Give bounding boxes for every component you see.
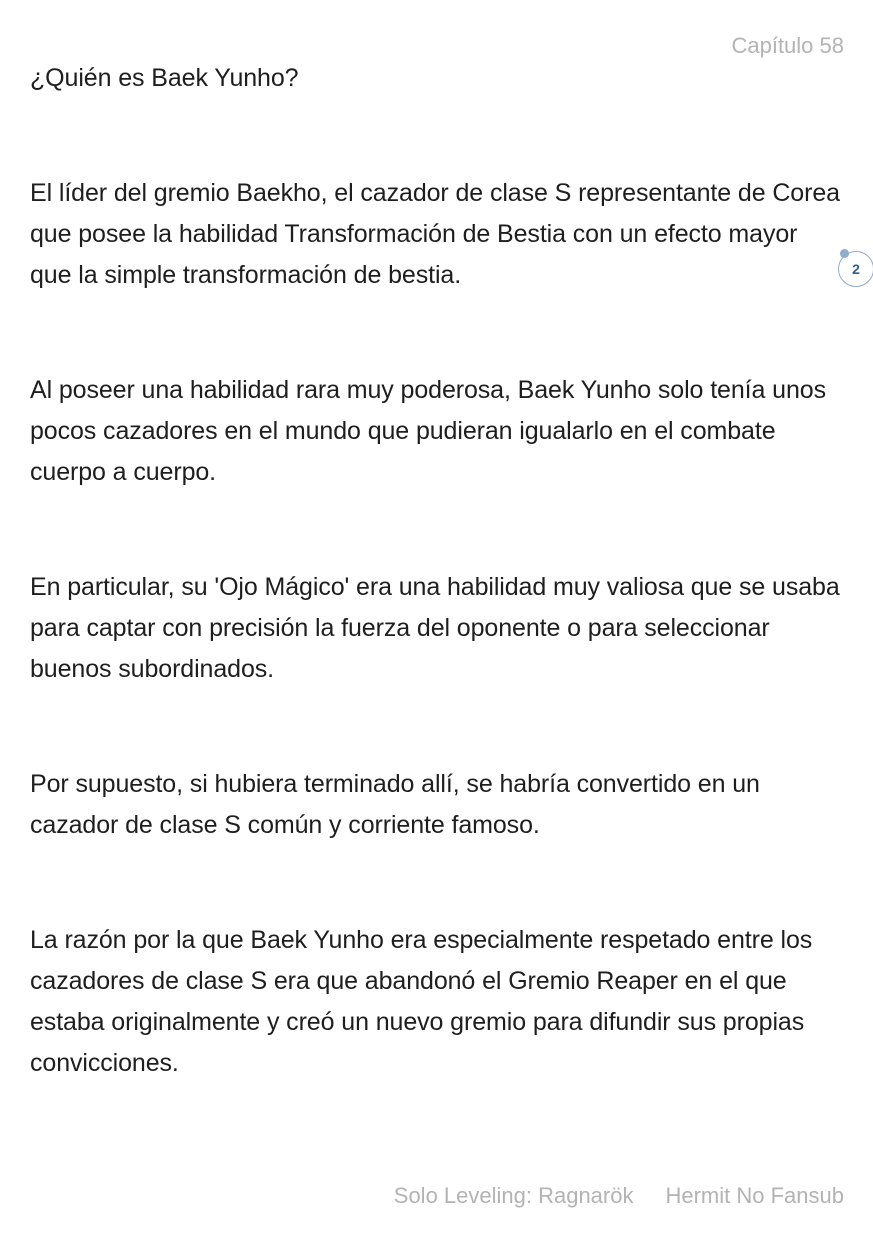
chapter-label: Capítulo 58: [731, 33, 844, 58]
paragraph-heading: ¿Quién es Baek Yunho?: [30, 64, 299, 92]
footer-translator: Hermit No Fansub: [665, 1183, 844, 1208]
paragraph: En particular, su 'Ojo Mágico' era una habilidad muy valiosa que se usaba para captar con precisión la fuerza del oponente o para seleccionar buenos subordinados.: [30, 573, 840, 683]
page-indicator-button[interactable]: [838, 251, 873, 287]
footer: [394, 1183, 844, 1209]
paragraph: Al poseer una habilidad rara muy poderosa, Baek Yunho solo tenía unos pocos cazadores en el mundo que pudieran igualarlo en el combate cuerpo a cuerpo.: [30, 376, 826, 486]
footer-book-title: Solo Leveling: Ragnarök: [393, 1183, 634, 1208]
paragraph: La razón por la que Baek Yunho era especialmente respetado entre los cazadores de clase S era que abandonó el Gremio Reaper en el que estaba originalmente y creó un nuevo gremio para difundir sus propias convicciones.: [30, 926, 813, 1077]
paragraph: Por supuesto, si hubiera terminado allí, se habría convertido en un cazador de clase S común y corriente famoso.: [30, 770, 760, 839]
page-indicator-number: 2: [852, 261, 860, 277]
paragraph: El líder del gremio Baekho, el cazador de clase S representante de Corea que posee la habilidad Transformación de Bestia con un efecto mayor que la simple transformación de bestia.: [30, 179, 840, 289]
reading-content: [30, 58, 840, 1084]
